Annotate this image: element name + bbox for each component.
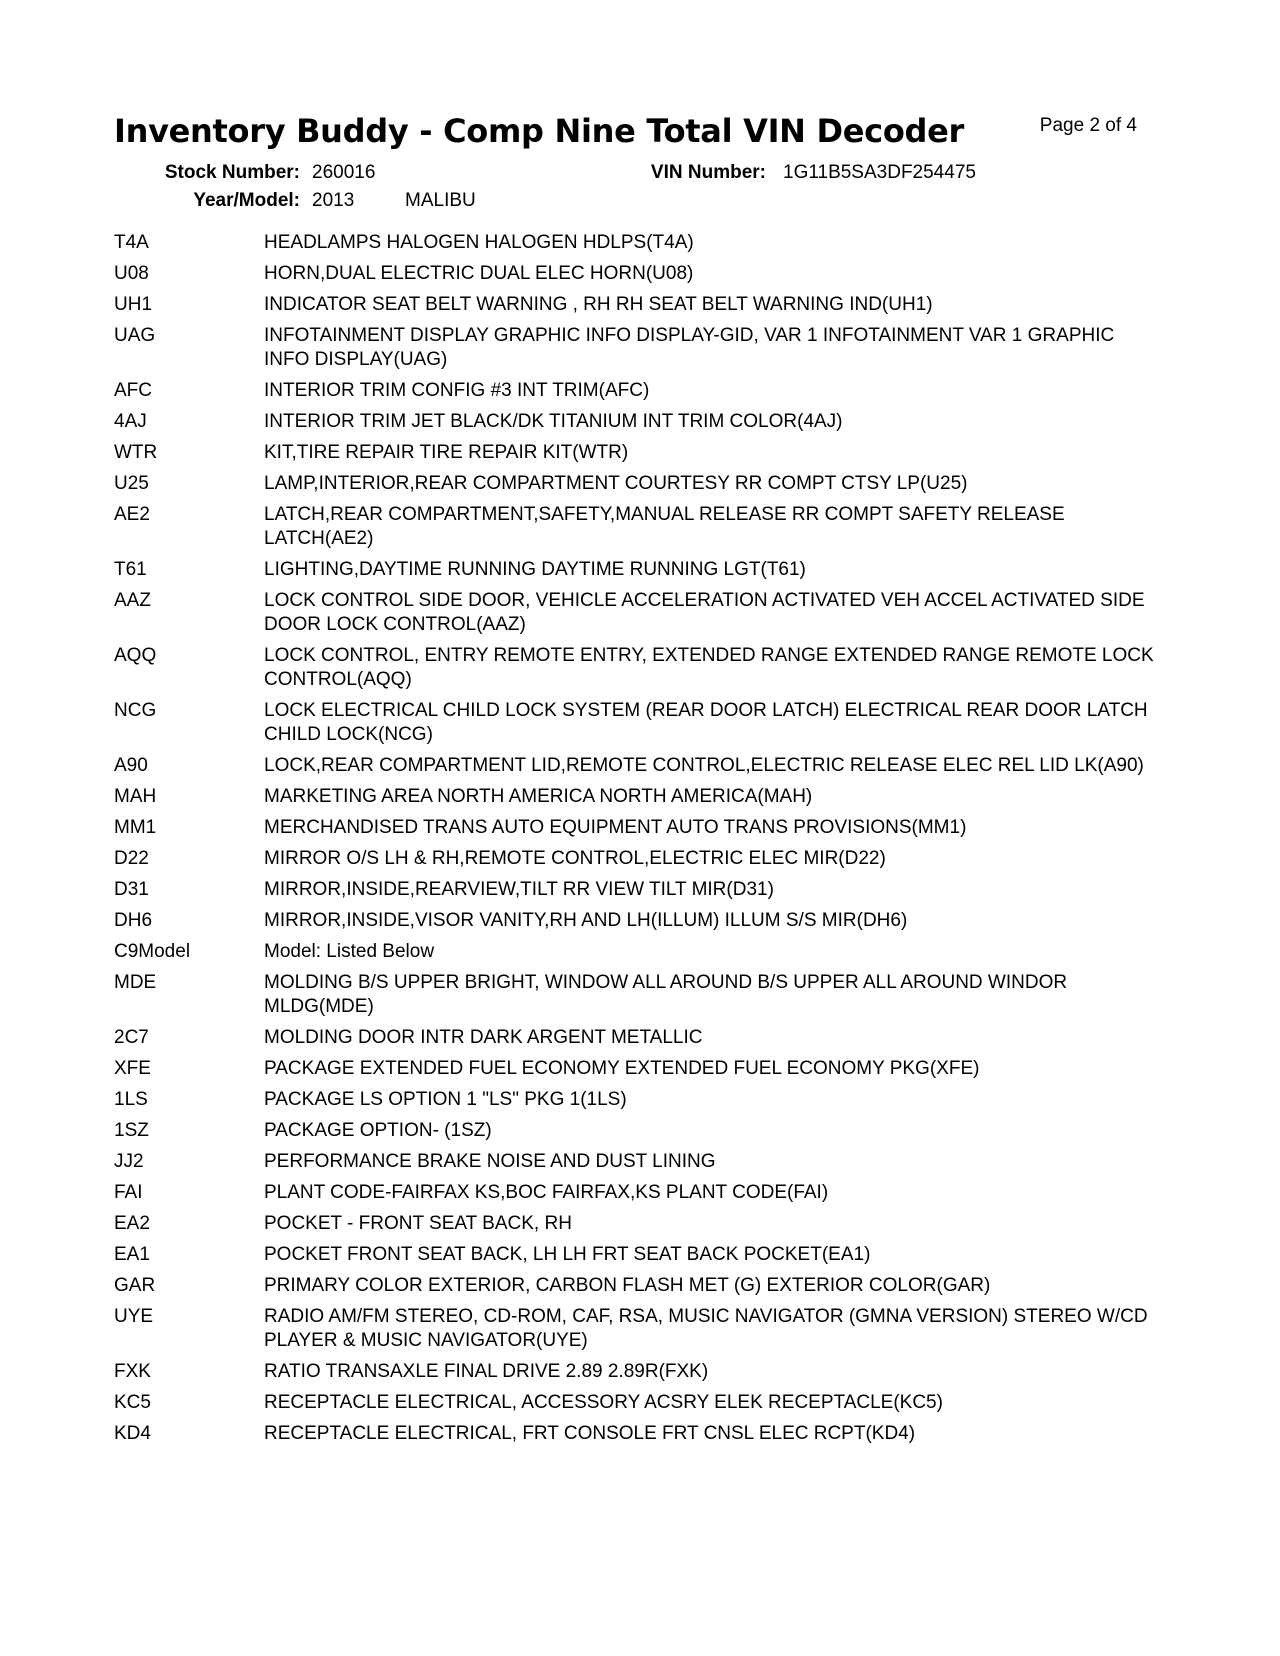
- option-code-row: [114, 262, 1154, 286]
- option-code-row: [114, 909, 1154, 933]
- option-code: U08: [114, 263, 149, 284]
- option-code: EA1: [114, 1244, 150, 1265]
- option-code-row: [114, 1212, 1154, 1236]
- option-description: MIRROR O/S LH & RH,REMOTE CONTROL,ELECTRIC ELEC MIR(D22): [264, 848, 886, 869]
- option-code-row: [114, 971, 1154, 1019]
- option-description: RATIO TRANSAXLE FINAL DRIVE 2.89 2.89R(FXK): [264, 1361, 709, 1382]
- stock-number-label: Stock Number:: [164, 162, 300, 183]
- option-description: POCKET FRONT SEAT BACK, LH LH FRT SEAT BACK POCKET(EA1): [264, 1244, 871, 1265]
- option-code: AAZ: [114, 590, 151, 611]
- option-code-row: [114, 441, 1154, 465]
- year-model-label: Year/Model:: [193, 190, 300, 211]
- option-description: LAMP,INTERIOR,REAR COMPARTMENT COURTESY RR COMPT CTSY LP(U25): [264, 473, 968, 494]
- option-code: NCG: [114, 700, 157, 721]
- option-description: Model: Listed Below: [264, 941, 435, 962]
- option-code: A90: [114, 755, 148, 776]
- option-description: LOCK CONTROL, ENTRY REMOTE ENTRY, EXTENDED RANGE EXTENDED RANGE REMOTE LOCK CONTROL(AQQ): [264, 645, 1154, 690]
- option-description: PACKAGE OPTION- (1SZ): [264, 1120, 492, 1141]
- option-code: 4AJ: [114, 411, 147, 432]
- option-code-row: [114, 699, 1154, 747]
- option-code: EA2: [114, 1213, 150, 1234]
- option-description: PERFORMANCE BRAKE NOISE AND DUST LINING: [264, 1151, 716, 1172]
- option-code: 1SZ: [114, 1120, 149, 1141]
- option-description: POCKET - FRONT SEAT BACK, RH: [264, 1213, 572, 1234]
- option-code: XFE: [114, 1058, 151, 1079]
- option-code: DH6: [114, 910, 153, 931]
- document-title: Inventory Buddy - Comp Nine Total VIN Decoder: [114, 112, 965, 150]
- option-description: KIT,TIRE REPAIR TIRE REPAIR KIT(WTR): [264, 442, 629, 463]
- option-description: PACKAGE LS OPTION 1 "LS" PKG 1(1LS): [264, 1089, 627, 1110]
- option-description: LOCK,REAR COMPARTMENT LID,REMOTE CONTROL,ELECTRIC RELEASE ELEC REL LID LK(A90): [264, 755, 1144, 776]
- option-code-row: [114, 878, 1154, 902]
- option-code: KD4: [114, 1423, 151, 1444]
- option-code-row: [114, 589, 1154, 637]
- option-code: MDE: [114, 972, 157, 993]
- option-code: UH1: [114, 294, 153, 315]
- option-code: FAI: [114, 1182, 143, 1203]
- option-description: LOCK ELECTRICAL CHILD LOCK SYSTEM (REAR DOOR LATCH) ELECTRICAL REAR DOOR LATCH CHILD LOCK(NCG): [264, 700, 1148, 745]
- option-code-row: [114, 324, 1154, 372]
- option-description: PACKAGE EXTENDED FUEL ECONOMY EXTENDED FUEL ECONOMY PKG(XFE): [264, 1058, 980, 1079]
- option-description: INDICATOR SEAT BELT WARNING , RH RH SEAT BELT WARNING IND(UH1): [264, 294, 933, 315]
- vin-number-label: VIN Number:: [650, 162, 766, 183]
- option-code: MM1: [114, 817, 157, 838]
- option-code-row: [114, 1057, 1154, 1081]
- option-code: D22: [114, 848, 149, 869]
- option-code: KC5: [114, 1392, 151, 1413]
- option-code-row: [114, 644, 1154, 692]
- option-code-row: [114, 1119, 1154, 1143]
- option-code-row: [114, 1088, 1154, 1112]
- option-code: T61: [114, 559, 147, 580]
- option-code-row: [114, 940, 1154, 964]
- option-code: JJ2: [114, 1151, 144, 1172]
- option-code-row: [114, 1305, 1154, 1353]
- option-code-row: [114, 293, 1154, 317]
- option-description: MOLDING B/S UPPER BRIGHT, WINDOW ALL AROUND B/S UPPER ALL AROUND WINDOR MLDG(MDE): [264, 972, 1068, 1017]
- option-description: MOLDING DOOR INTR DARK ARGENT METALLIC: [264, 1027, 703, 1048]
- option-code-row: [114, 785, 1154, 809]
- option-code-row: [114, 1243, 1154, 1267]
- option-code: T4A: [114, 232, 149, 253]
- option-description: INTERIOR TRIM CONFIG #3 INT TRIM(AFC): [264, 380, 650, 401]
- option-description: LIGHTING,DAYTIME RUNNING DAYTIME RUNNING LGT(T61): [264, 559, 806, 580]
- option-description: MIRROR,INSIDE,VISOR VANITY,RH AND LH(ILLUM) ILLUM S/S MIR(DH6): [264, 910, 908, 931]
- option-code-row: [114, 231, 1154, 255]
- option-code-row: [114, 1026, 1154, 1050]
- option-code-row: [114, 1360, 1154, 1384]
- option-code-list: [114, 231, 1154, 1453]
- option-code: U25: [114, 473, 149, 494]
- option-code: AFC: [114, 380, 152, 401]
- option-description: RECEPTACLE ELECTRICAL, FRT CONSOLE FRT CNSL ELEC RCPT(KD4): [264, 1423, 916, 1444]
- option-code-row: [114, 503, 1154, 551]
- stock-number-value: 260016: [312, 162, 376, 183]
- option-code: D31: [114, 879, 149, 900]
- option-code: AQQ: [114, 645, 157, 666]
- option-description: MIRROR,INSIDE,REARVIEW,TILT RR VIEW TILT MIR(D31): [264, 879, 774, 900]
- option-code-row: [114, 379, 1154, 403]
- option-description: MERCHANDISED TRANS AUTO EQUIPMENT AUTO TRANS PROVISIONS(MM1): [264, 817, 967, 838]
- option-description: HEADLAMPS HALOGEN HALOGEN HDLPS(T4A): [264, 232, 694, 253]
- option-description: MARKETING AREA NORTH AMERICA NORTH AMERICA(MAH): [264, 786, 813, 807]
- option-code-row: [114, 1391, 1154, 1415]
- option-code-row: [114, 754, 1154, 778]
- option-code-row: [114, 1181, 1154, 1205]
- model-value: MALIBU: [405, 190, 476, 211]
- option-code: GAR: [114, 1275, 156, 1296]
- option-code-row: [114, 1274, 1154, 1298]
- year-value: 2013: [312, 190, 355, 211]
- option-code: WTR: [114, 442, 158, 463]
- option-code: C9Model: [114, 941, 191, 962]
- option-description: RADIO AM/FM STEREO, CD-ROM, CAF, RSA, MUSIC NAVIGATOR (GMNA VERSION) STEREO W/CD PLAYER & MUSIC NAVIGATOR(UYE): [264, 1306, 1148, 1351]
- option-code: MAH: [114, 786, 157, 807]
- option-description: PRIMARY COLOR EXTERIOR, CARBON FLASH MET (G) EXTERIOR COLOR(GAR): [264, 1275, 991, 1296]
- option-code: FXK: [114, 1361, 151, 1382]
- option-code-row: [114, 558, 1154, 582]
- option-code: 1LS: [114, 1089, 148, 1110]
- option-code-row: [114, 472, 1154, 496]
- option-code: AE2: [114, 504, 150, 525]
- option-code: UYE: [114, 1306, 154, 1327]
- option-description: RECEPTACLE ELECTRICAL, ACCESSORY ACSRY ELEK RECEPTACLE(KC5): [264, 1392, 943, 1413]
- option-description: HORN,DUAL ELECTRIC DUAL ELEC HORN(U08): [264, 263, 694, 284]
- page-number: Page 2 of 4: [1039, 115, 1137, 136]
- option-description: INFOTAINMENT DISPLAY GRAPHIC INFO DISPLAY-GID, VAR 1 INFOTAINMENT VAR 1 GRAPHIC INFO DISPLAY(UAG): [264, 325, 1115, 370]
- option-code-row: [114, 1422, 1154, 1446]
- option-description: LATCH,REAR COMPARTMENT,SAFETY,MANUAL RELEASE RR COMPT SAFETY RELEASE LATCH(AE2): [264, 504, 1065, 549]
- option-code: UAG: [114, 325, 156, 346]
- vin-number-value: 1G11B5SA3DF254475: [783, 162, 976, 183]
- option-code-row: [114, 1150, 1154, 1174]
- option-description: PLANT CODE-FAIRFAX KS,BOC FAIRFAX,KS PLANT CODE(FAI): [264, 1182, 829, 1203]
- option-code-row: [114, 847, 1154, 871]
- option-description: LOCK CONTROL SIDE DOOR, VEHICLE ACCELERATION ACTIVATED VEH ACCEL ACTIVATED SIDE DOOR LOCK CONTROL(AAZ): [264, 590, 1145, 635]
- option-code-row: [114, 410, 1154, 434]
- option-description: INTERIOR TRIM JET BLACK/DK TITANIUM INT TRIM COLOR(4AJ): [264, 411, 843, 432]
- option-code-row: [114, 816, 1154, 840]
- option-code: 2C7: [114, 1027, 149, 1048]
